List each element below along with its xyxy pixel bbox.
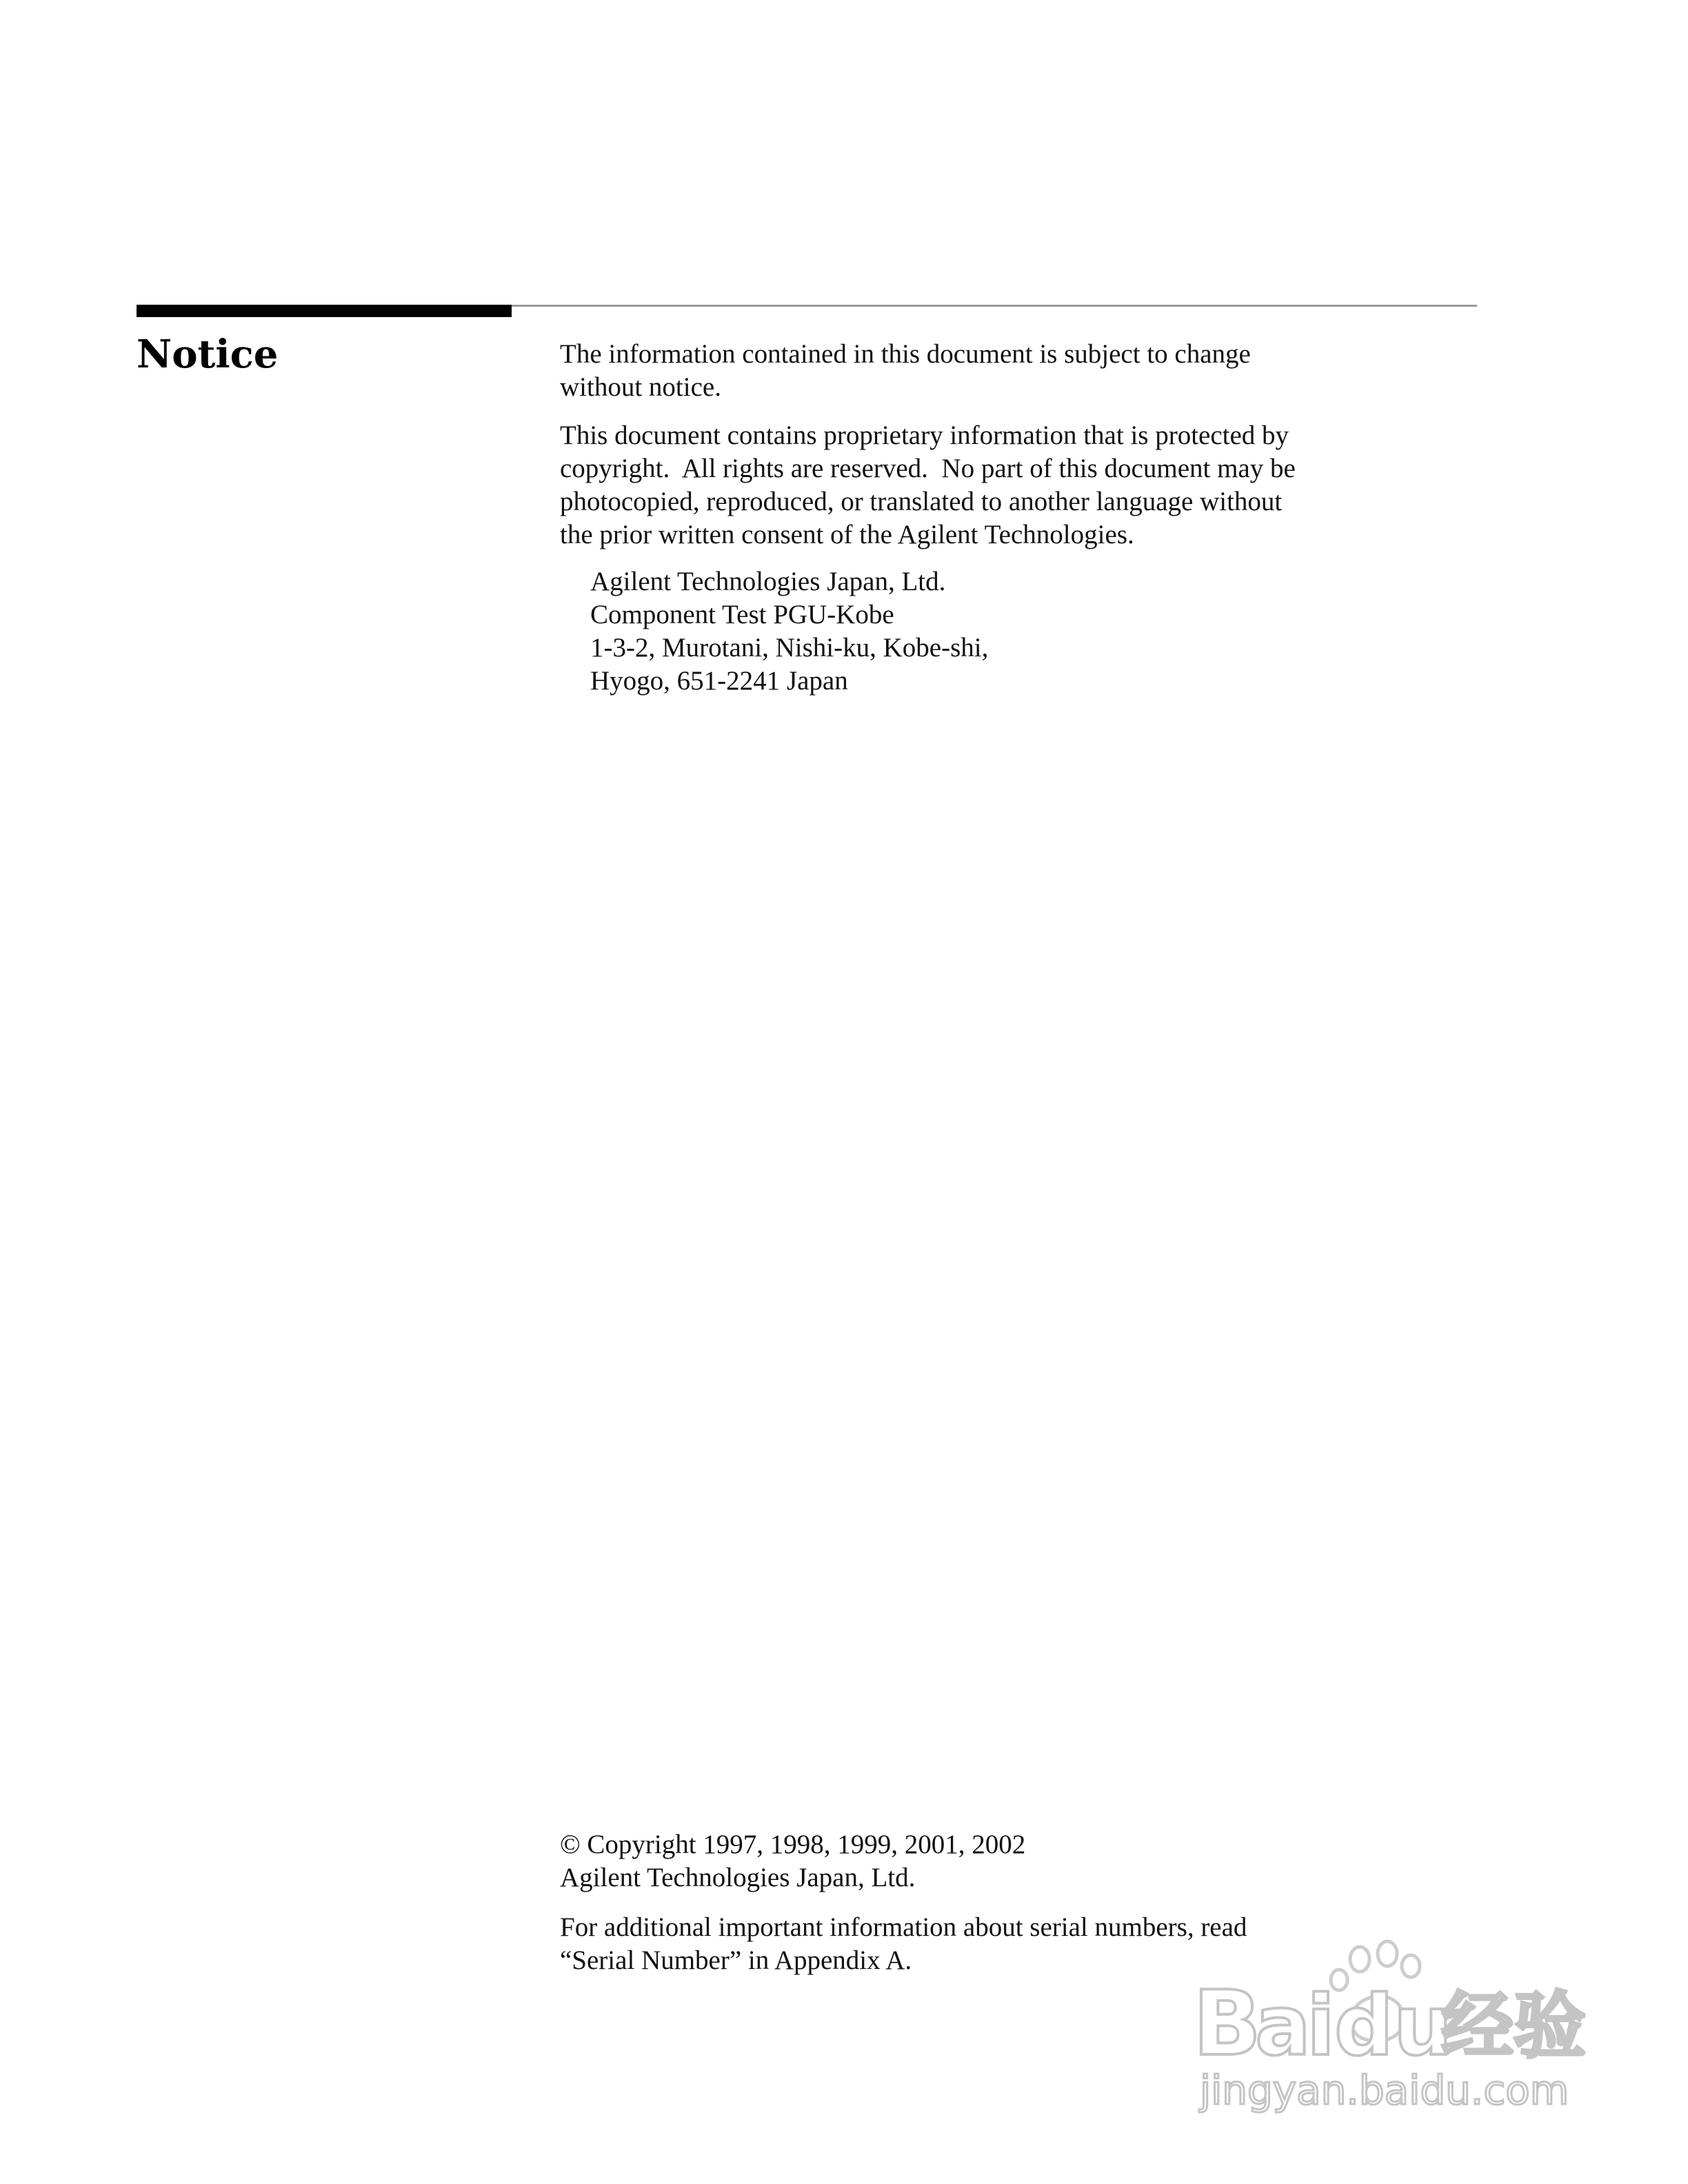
address-line: Hyogo, 651-2241 Japan xyxy=(590,666,848,696)
copyright-line: © Copyright 1997, 1998, 1999, 2001, 2002 xyxy=(560,1830,1026,1859)
note-line: “Serial Number” in Appendix A. xyxy=(560,1945,912,1975)
text-line: copyright. All rights are reserved. No part of this document may be xyxy=(560,454,1296,483)
address-line: Agilent Technologies Japan, Ltd. xyxy=(590,567,946,596)
text-line: photocopied, reproduced, or translated to another language without xyxy=(560,487,1283,516)
copyright-block xyxy=(560,1828,1025,1894)
header-rule-thick xyxy=(137,305,512,317)
address-line: Component Test PGU-Kobe xyxy=(590,600,894,629)
svg-text:a: a xyxy=(1255,1979,1311,2074)
section-heading: Notice xyxy=(137,332,279,377)
text-line: This document contains proprietary information that is protected by xyxy=(560,421,1289,450)
copyright-holder: Agilent Technologies Japan, Ltd. xyxy=(560,1863,916,1892)
note-line: For additional important information about serial numbers, read xyxy=(560,1912,1247,1942)
company-address xyxy=(590,565,988,698)
svg-text:jingyan.baidu.com: jingyan.baidu.com xyxy=(1200,2067,1569,2114)
svg-text:i: i xyxy=(1307,1979,1336,2074)
text-line: the prior written consent of the Agilent Technologies. xyxy=(560,520,1134,549)
svg-text:du: du xyxy=(1334,1979,1453,2074)
text-line: without notice. xyxy=(560,372,721,402)
notice-paragraph-copyright xyxy=(560,419,1456,552)
svg-text:经验: 经验 xyxy=(1441,1984,1586,2068)
serial-number-note xyxy=(560,1911,1247,1977)
svg-text:B: B xyxy=(1193,1971,1262,2076)
address-line: 1-3-2, Murotani, Nishi-ku, Kobe-shi, xyxy=(590,633,989,663)
text-line: The information contained in this document is subject to change xyxy=(560,339,1251,369)
baidu-watermark-logo xyxy=(1186,1923,1586,2116)
notice-paragraph-change xyxy=(560,338,1456,404)
